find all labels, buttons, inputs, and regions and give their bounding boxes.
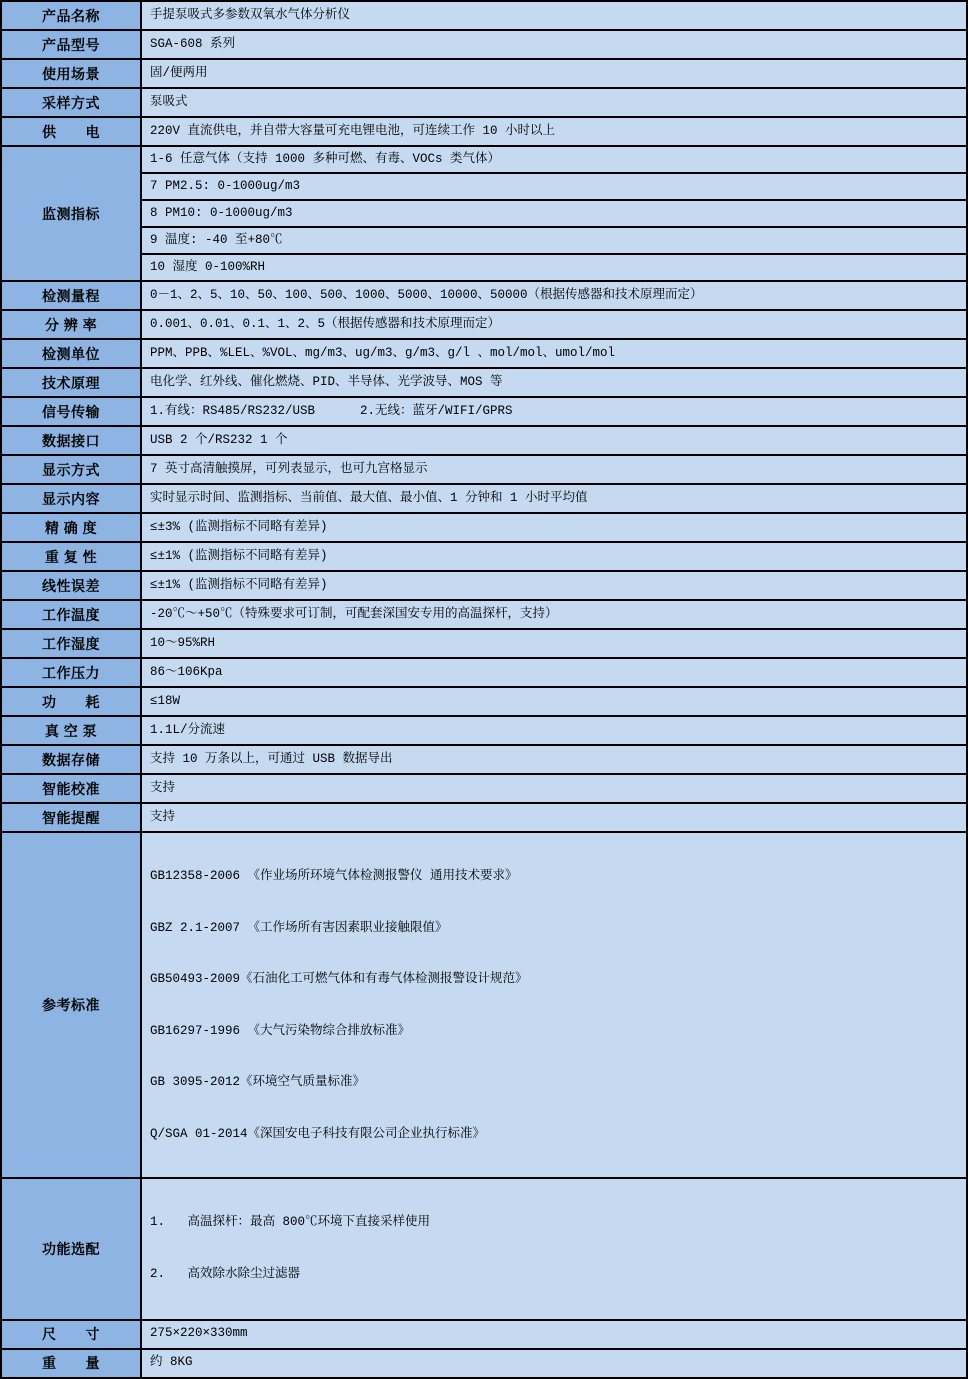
spec-label: 检测量程 xyxy=(1,281,141,310)
spec-label: 产品型号 xyxy=(1,30,141,59)
spec-subrow xyxy=(1,227,967,254)
spec-label: 显示方式 xyxy=(1,455,141,484)
spec-value: 支持 xyxy=(141,803,967,832)
spec-line: GB16297-1996 《大气污染物综合排放标准》 xyxy=(150,1023,411,1038)
spec-label: 产品名称 xyxy=(1,1,141,30)
spec-label: 智能校准 xyxy=(1,774,141,803)
spec-label: 信号传输 xyxy=(1,397,141,426)
spec-row-work-humidity xyxy=(1,629,967,658)
spec-value xyxy=(141,1178,967,1320)
spec-label: 采样方式 xyxy=(1,88,141,117)
spec-value: 固/便两用 xyxy=(141,59,967,88)
spec-label: 监测指标 xyxy=(1,146,141,281)
spec-row-resolution xyxy=(1,310,967,339)
spec-value: 支持 xyxy=(141,774,967,803)
spec-value: 实时显示时间、监测指标、当前值、最大值、最小值、1 分钟和 1 小时平均值 xyxy=(141,484,967,513)
spec-row-linearity xyxy=(1,571,967,600)
spec-row-signal xyxy=(1,397,967,426)
spec-row-smart-reminder xyxy=(1,803,967,832)
spec-value: 支持 10 万条以上，可通过 USB 数据导出 xyxy=(141,745,967,774)
spec-value: ≤±1% (监测指标不同略有差异) xyxy=(141,571,967,600)
spec-line: GB12358-2006 《作业场所环境气体检测报警仪 通用技术要求》 xyxy=(150,869,518,884)
spec-row-model xyxy=(1,30,967,59)
spec-value: 8 PM10: 0-1000ug/m3 xyxy=(141,200,967,227)
spec-value: 手提泵吸式多参数双氧水气体分析仪 xyxy=(141,1,967,30)
spec-row-power-consumption xyxy=(1,687,967,716)
spec-value: 1.有线：RS485/RS232/USB 2.无线：蓝牙/WIFI/GPRS xyxy=(141,397,967,426)
spec-label: 技术原理 xyxy=(1,368,141,397)
spec-value: 9 温度: -40 至+80℃ xyxy=(141,227,967,254)
spec-value: USB 2 个/RS232 1 个 xyxy=(141,426,967,455)
spec-label: 智能提醒 xyxy=(1,803,141,832)
spec-label: 供 电 xyxy=(1,117,141,146)
spec-label: 参考标准 xyxy=(1,832,141,1178)
spec-value: 电化学、红外线、催化燃烧、PID、半导体、光学波导、MOS 等 xyxy=(141,368,967,397)
spec-row-usage-scene xyxy=(1,59,967,88)
spec-value xyxy=(141,832,967,1178)
spec-value: 0.001、0.01、0.1、1、2、5（根据传感器和技术原理而定） xyxy=(141,310,967,339)
spec-value: SGA-608 系列 xyxy=(141,30,967,59)
spec-label: 工作温度 xyxy=(1,600,141,629)
spec-value: 275×220×330mm xyxy=(141,1320,967,1349)
spec-value: 86～106Kpa xyxy=(141,658,967,687)
spec-row-data-port xyxy=(1,426,967,455)
spec-value: 10～95%RH xyxy=(141,629,967,658)
spec-label: 数据接口 xyxy=(1,426,141,455)
spec-label: 尺 寸 xyxy=(1,1320,141,1349)
spec-label: 线性误差 xyxy=(1,571,141,600)
spec-subrow xyxy=(1,173,967,200)
spec-row-work-temp xyxy=(1,600,967,629)
spec-value: ≤18W xyxy=(141,687,967,716)
spec-value: 1-6 任意气体（支持 1000 多种可燃、有毒、VOCs 类气体） xyxy=(141,146,967,173)
spec-row-accuracy xyxy=(1,513,967,542)
spec-row-display-mode xyxy=(1,455,967,484)
spec-label: 重 复 性 xyxy=(1,542,141,571)
spec-label: 工作压力 xyxy=(1,658,141,687)
spec-row-range xyxy=(1,281,967,310)
spec-value: ≤±3% (监测指标不同略有差异) xyxy=(141,513,967,542)
spec-row-product-name xyxy=(1,1,967,30)
spec-row-weight xyxy=(1,1349,967,1378)
spec-value: 7 英寸高清触摸屏，可列表显示，也可九宫格显示 xyxy=(141,455,967,484)
spec-line: 1. 高温探杆：最高 800℃环境下直接采样使用 xyxy=(150,1215,431,1230)
spec-line: GB 3095-2012《环境空气质量标准》 xyxy=(150,1075,366,1090)
spec-value: PPM、PPB、%LEL、%VOL、mg/m3、ug/m3、g/m3、g/l 、mol/mol、umol/mol xyxy=(141,339,967,368)
spec-row-reference-standards xyxy=(1,832,967,1178)
spec-label: 检测单位 xyxy=(1,339,141,368)
spec-value: ≤±1% (监测指标不同略有差异) xyxy=(141,542,967,571)
spec-row-smart-calibration xyxy=(1,774,967,803)
spec-line: GBZ 2.1-2007 《工作场所有害因素职业接触限值》 xyxy=(150,920,448,935)
spec-row-display-content xyxy=(1,484,967,513)
spec-value: 约 8KG xyxy=(141,1349,967,1378)
spec-value: 10 湿度 0-100%RH xyxy=(141,254,967,281)
spec-line: Q/SGA 01-2014《深国安电子科技有限公司企业执行标准》 xyxy=(150,1126,486,1141)
spec-subrow xyxy=(1,200,967,227)
spec-label: 使用场景 xyxy=(1,59,141,88)
spec-row-power xyxy=(1,117,967,146)
spec-subrow xyxy=(1,254,967,281)
spec-line: GB50493-2009《石油化工可燃气体和有毒气体检测报警设计规范》 xyxy=(150,972,528,987)
spec-line: 2. 高效除水除尘过滤器 xyxy=(150,1267,301,1282)
spec-row-monitor-indicators xyxy=(1,146,967,173)
spec-row-vacuum-pump xyxy=(1,716,967,745)
spec-row-data-storage xyxy=(1,745,967,774)
spec-row-optional-features xyxy=(1,1178,967,1320)
spec-label: 重 量 xyxy=(1,1349,141,1378)
spec-value: -20℃～+50℃（特殊要求可订制，可配套深国安专用的高温探杆，支持） xyxy=(141,600,967,629)
spec-value: 220V 直流供电，并自带大容量可充电锂电池，可连续工作 10 小时以上 xyxy=(141,117,967,146)
spec-row-sampling xyxy=(1,88,967,117)
spec-value: 1.1L/分流速 xyxy=(141,716,967,745)
spec-label: 分 辨 率 xyxy=(1,310,141,339)
spec-row-units xyxy=(1,339,967,368)
spec-label: 功 耗 xyxy=(1,687,141,716)
spec-label: 显示内容 xyxy=(1,484,141,513)
spec-value: 7 PM2.5: 0-1000ug/m3 xyxy=(141,173,967,200)
spec-row-work-pressure xyxy=(1,658,967,687)
spec-label: 工作湿度 xyxy=(1,629,141,658)
spec-label: 功能选配 xyxy=(1,1178,141,1320)
spec-row-repeatability xyxy=(1,542,967,571)
spec-label: 精 确 度 xyxy=(1,513,141,542)
spec-row-dimensions xyxy=(1,1320,967,1349)
spec-label: 真 空 泵 xyxy=(1,716,141,745)
spec-value: 泵吸式 xyxy=(141,88,967,117)
spec-value: 0－1、2、5、10、50、100、500、1000、5000、10000、50000（根据传感器和技术原理而定） xyxy=(141,281,967,310)
spec-label: 数据存储 xyxy=(1,745,141,774)
spec-row-principle xyxy=(1,368,967,397)
